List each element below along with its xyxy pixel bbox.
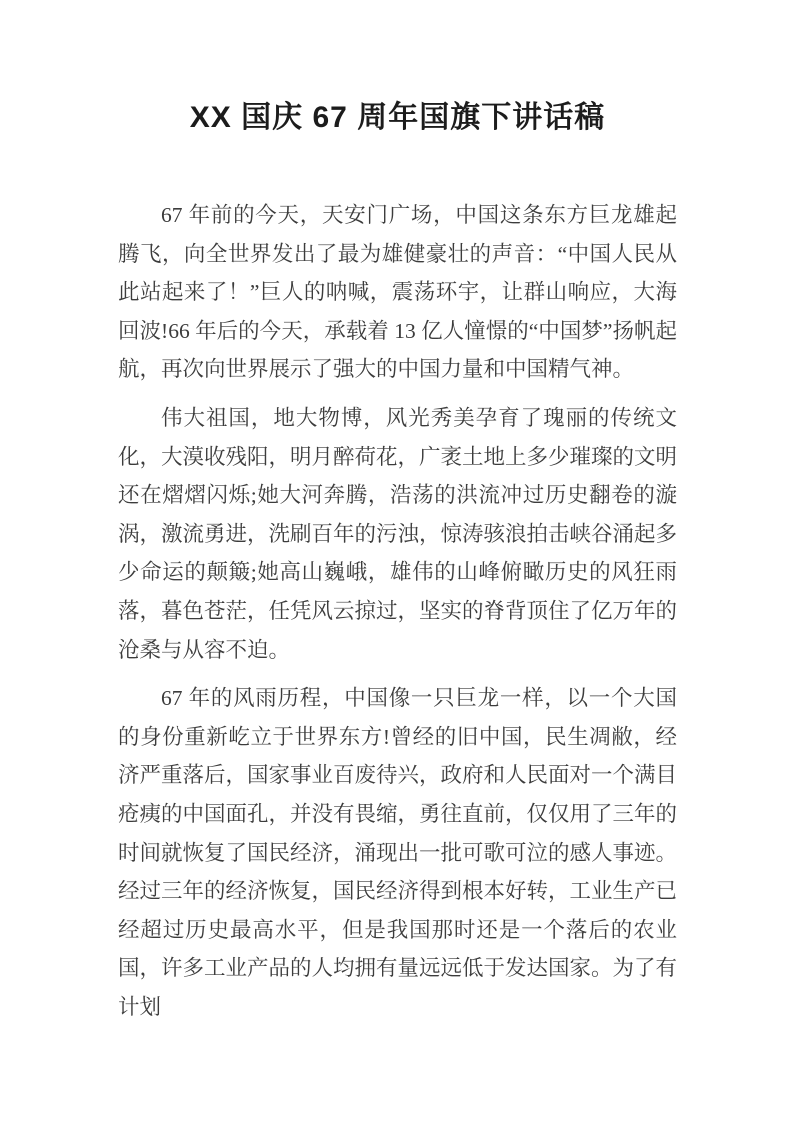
document-body xyxy=(118,196,677,1026)
paragraph: 67 年的风雨历程，中国像一只巨龙一样，以一个大国的身份重新屹立于世界东方!曾经的旧中国，民生凋敝，经济严重落后，国家事业百废待兴，政府和人民面对一个满目疮痍的中国面孔，并没有畏缩，勇往直前，仅仅用了三年的时间就恢复了国民经济，涌现出一批可歌可泣的感人事迹。经过三年的经济恢复，国民经济得到根本好转，工业生产已经超过历史最高水平，但是我国那时还是一个落后的农业国，许多工业产品的人均拥有量远远低于发达国家。为了有计划 xyxy=(118,686,678,1019)
paragraph: 67 年前的今天，天安门广场，中国这条东方巨龙雄起腾飞，向全世界发出了最为雄健豪壮的声音：“中国人民从此站起来了！”巨人的呐喊，震荡环宇，让群山响应，大海回波!66 年后的今天，承载着 13 亿人憧憬的“中国梦”扬帆起航，再次向世界展示了强大的中国力量和中国精气神。 xyxy=(118,203,677,382)
document-title: XX 国庆 67 周年国旗下讲话稿 xyxy=(189,101,606,134)
paragraph: 伟大祖国，地大物博，风光秀美孕育了瑰丽的传统文化，大漠收残阳，明月醉荷花，广袤土地上多少璀璨的文明还在熠熠闪烁;她大河奔腾，浩荡的洪流冲过历史翻卷的漩涡，激流勇进，洗刷百年的污浊，惊涛骇浪拍击峡谷涌起多少命运的颠簸;她高山巍峨，雄伟的山峰俯瞰历史的风狂雨落，暮色苍茫，任凭风云掠过，坚实的脊背顶住了亿万年的沧桑与从容不迫。 xyxy=(118,405,678,662)
